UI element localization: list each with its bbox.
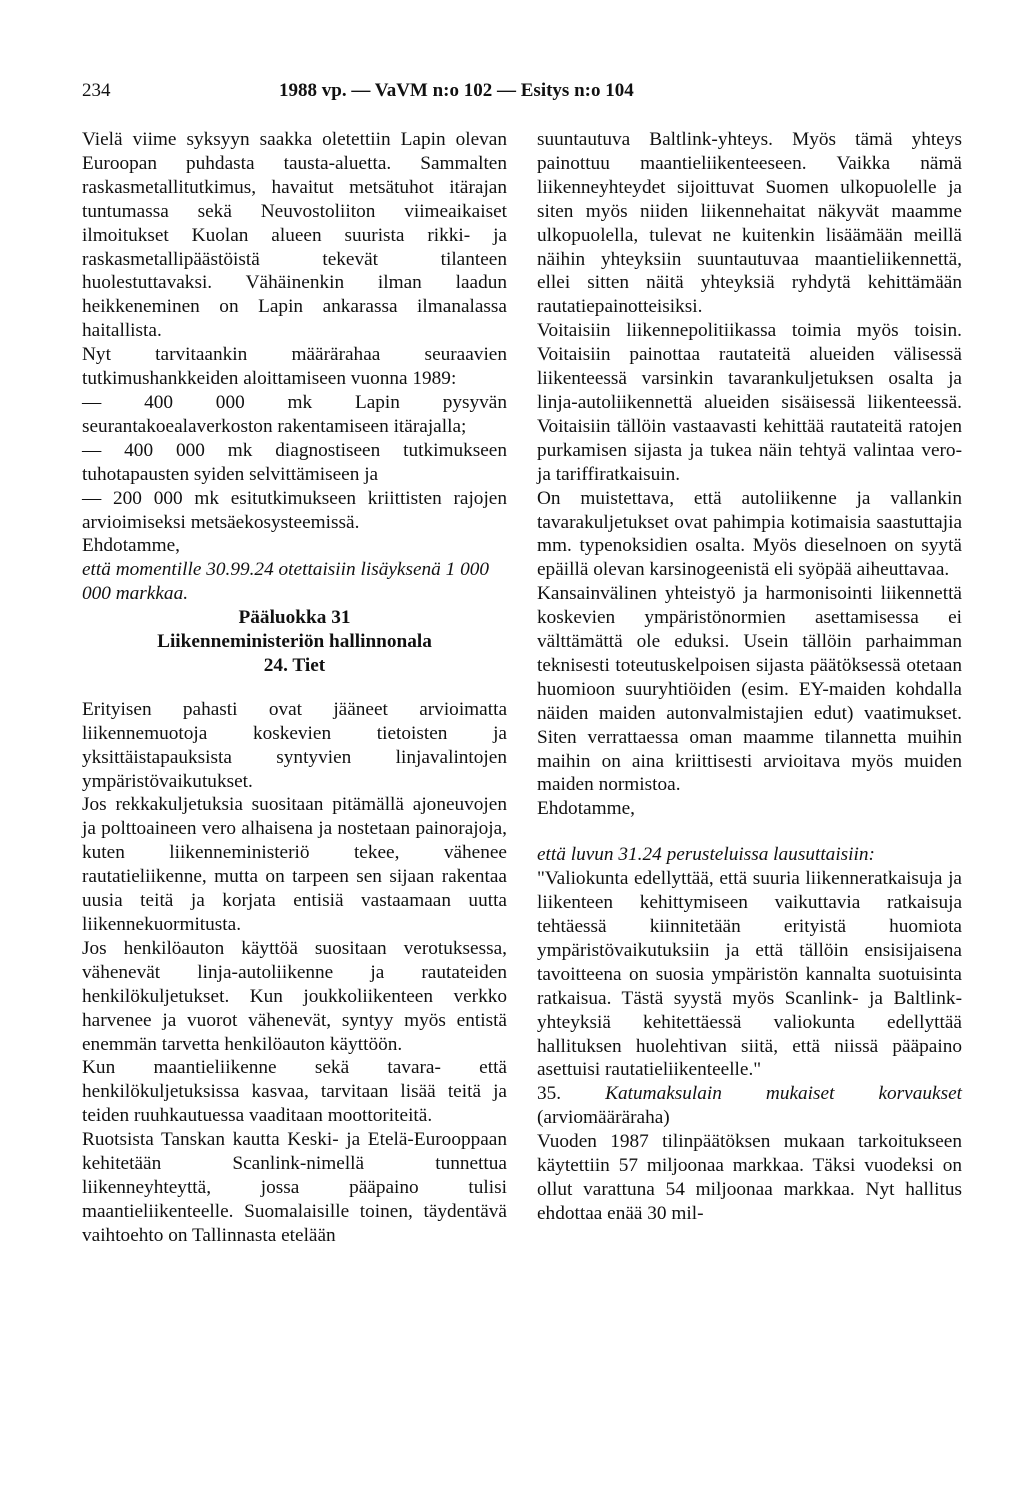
paragraph: Ruotsista Tanskan kautta Keski- ja Etelä-Eurooppaan kehitetään Scanlink-nimellä tunnettua liikenneyhteyttä, jossa pääpaino tulisi maantieliikenteelle. Suomalaisille toinen, täydentävä vaihtoehto on Tallinnasta etelään: [82, 1129, 507, 1246]
paragraph: Vuoden 1987 tilinpäätöksen mukaan tarkoitukseen käytettiin 57 miljoonaa markkaa. Täksi vuodeksi on ollut varattuna 54 miljoonaa markkaa. Nyt hallitus ehdottaa enää 30 mil-: [537, 1131, 962, 1224]
item-suffix: (arviomääräraha): [537, 1107, 670, 1129]
page-number: 234: [82, 80, 111, 101]
paragraph: Kun maantieliikenne sekä tavara- että henkilökuljetuksissa kasvaa, tarvitaan lisää teitä ja teiden ruuhkautuessa vaaditaan moottoriteitä.: [82, 1057, 507, 1127]
paragraph: On muistettava, että autoliikenne ja vallankin tavarakuljetukset ovat pahimpia kotimaisia saastuttajia mm. typenoksidien osalta. Myös dieselnoen on syytä epäillä olevan karsinogeenistä eli syöpää aiheuttavaa.: [537, 487, 962, 581]
list-item: — 200 000 mk esitutkimukseen kriittisten rajojen arvioimiseksi metsäekosysteemissä.: [82, 487, 507, 533]
paragraph: Jos henkilöauton käyttöä suositaan verotuksessa, vähenevät linja-autoliikenne ja rautateiden henkilökuljetukset. Kun joukkoliikenteen verkko harvenee ja vuorot vähenevät, syntyy myös entistä enemmän tarvetta henkilöauton käyttöön.: [82, 937, 507, 1055]
item-heading: [537, 1082, 962, 1130]
paragraph: suuntautuva Baltlink-yhteys. Myös tämä yhteys painottuu maantieliikenteeseen. Vaikka nämä liikenneyhteydet sijoittuvat Suomen ulkopuolelle ja siten myös niiden liikennehaitat näkyvät maamme ulkopuolella, tulevat ne kuitenkin lisäämään meillä näihin yhteyksiin suuntautuvaa maantieliikennettä, ellei sitten näitä yhteyksiä ryhdytä kehittämään rautatiepainotteisiksi.: [537, 129, 962, 318]
list-item: — 400 000 mk Lapin pysyvän seurantakoealaverkoston rakentamiseen itärajalla;: [82, 391, 507, 437]
paragraph: Ehdotamme,: [537, 798, 635, 820]
item-heading: 24. Tiet: [263, 654, 326, 676]
section-heading: Pääluokka 31: [238, 607, 351, 629]
paragraph: Nyt tarvitaankin määrärahaa seuraavien tutkimushankkeiden aloittamiseen vuonna 1989:: [82, 344, 507, 390]
paragraph: Ehdotamme,: [82, 535, 180, 557]
proposal-text: että momentille 30.99.24 otettaisiin lisäyksenä 1 000 000 markkaa.: [82, 559, 489, 605]
left-column: [82, 128, 507, 1248]
page-header: [82, 80, 962, 110]
paragraph: Kansainvälinen yhteistyö ja harmonisointi liikennettä koskevien ympäristönormien asettamisessa ei välttämättä ole eduksi. Usein tällöin parhaimman teknisesti toteutuskelpoisen sijasta päätöksessä otetaan huomioon suuryhtiöiden (esim. EY-maiden kohdalla näiden maiden autonvalmistajien edut) vaatimukset. Siten verrattaessa oman maamme tilannetta muihin maihin on aina kriittisesti arvioitava myös muiden maiden normistoa.: [537, 583, 962, 796]
paragraph: Voitaisiin liikennepolitiikassa toimia myös toisin. Voitaisiin painottaa rautateitä alueiden välisessä liikenteessä varsinkin tavarankuljetuksen osalta ja linja-autoliikennettä alueiden sisäisessä liikenteessä. Voitaisiin tällöin vastaavasti kehittää rautateitä ratojen purkamisen sijasta ja tukea näin tehtyä valintaa vero- ja tariffiratkaisuin.: [537, 320, 962, 485]
paragraph: Jos rekkakuljetuksia suositaan pitämällä ajoneuvojen ja polttoaineen vero alhaisena ja nostetaan painorajoja, kuten liikenneministeriö tekee, vähenee rautatieliikenne, mutta on tarpeen sen sijaan rakentaa uusia teitä ja korjata entisiä vastaamaan uutta liikennekuormitusta.: [82, 794, 507, 935]
paragraph: Vielä viime syksyyn saakka oletettiin Lapin olevan Euroopan puhdasta tausta-aluetta. Sammalten raskasmetallitutkimus, havaitut metsätuhot itärajan tuntumassa sekä Neuvostoliiton viimeaikaiset ilmoitukset Kuolan alueen suurista rikki- ja raskasmetallipäästöistä tekevät tilanteen huolestuttavaksi. Vähäinenkin ilman laadun heikkeneminen on Lapin ankarassa ilmanalassa haitallista.: [82, 129, 507, 342]
list-item: — 400 000 mk diagnostiseen tutkimukseen tuhotapausten syiden selvittämiseen ja: [82, 439, 507, 485]
item-number: 35.: [537, 1083, 562, 1105]
section-subheading: Liikenneministeriön hallinnonala: [157, 631, 432, 653]
running-title: 1988 vp. — VaVM n:o 102 — Esitys n:o 104: [279, 80, 634, 101]
right-column: [537, 128, 962, 1226]
paragraph: Erityisen pahasti ovat jääneet arvioimatta liikennemuotoja koskevien tietoisten ja yksittäistapauksista syntyvien linjavalintojen ympäristövaikutukset.: [82, 698, 507, 792]
item-title: Katumaksulain mukaiset korvaukset: [605, 1083, 962, 1105]
quote-block: "Valiokunta edellyttää, että suuria liikenneratkaisuja ja liikenteen kehittymiseen vaikuttavia ratkaisuja tehtäessä kiinnitetään erityistä huomiota ympäristövaikutuksiin ja että tällöin ensisijaisena tavoitteena on suosia ympäristön kannalta suotuisinta ratkaisua. Tästä syystä myös Scanlink- ja Baltlink-yhteyksiä kehitettäessä valiokunta edellyttää hallituksen huolehtivan siitä, että niissä pääpaino asettuisi rautatieliikenteelle.": [537, 868, 962, 1081]
proposal-text: että luvun 31.24 perusteluissa lausuttaisiin:: [537, 844, 875, 866]
